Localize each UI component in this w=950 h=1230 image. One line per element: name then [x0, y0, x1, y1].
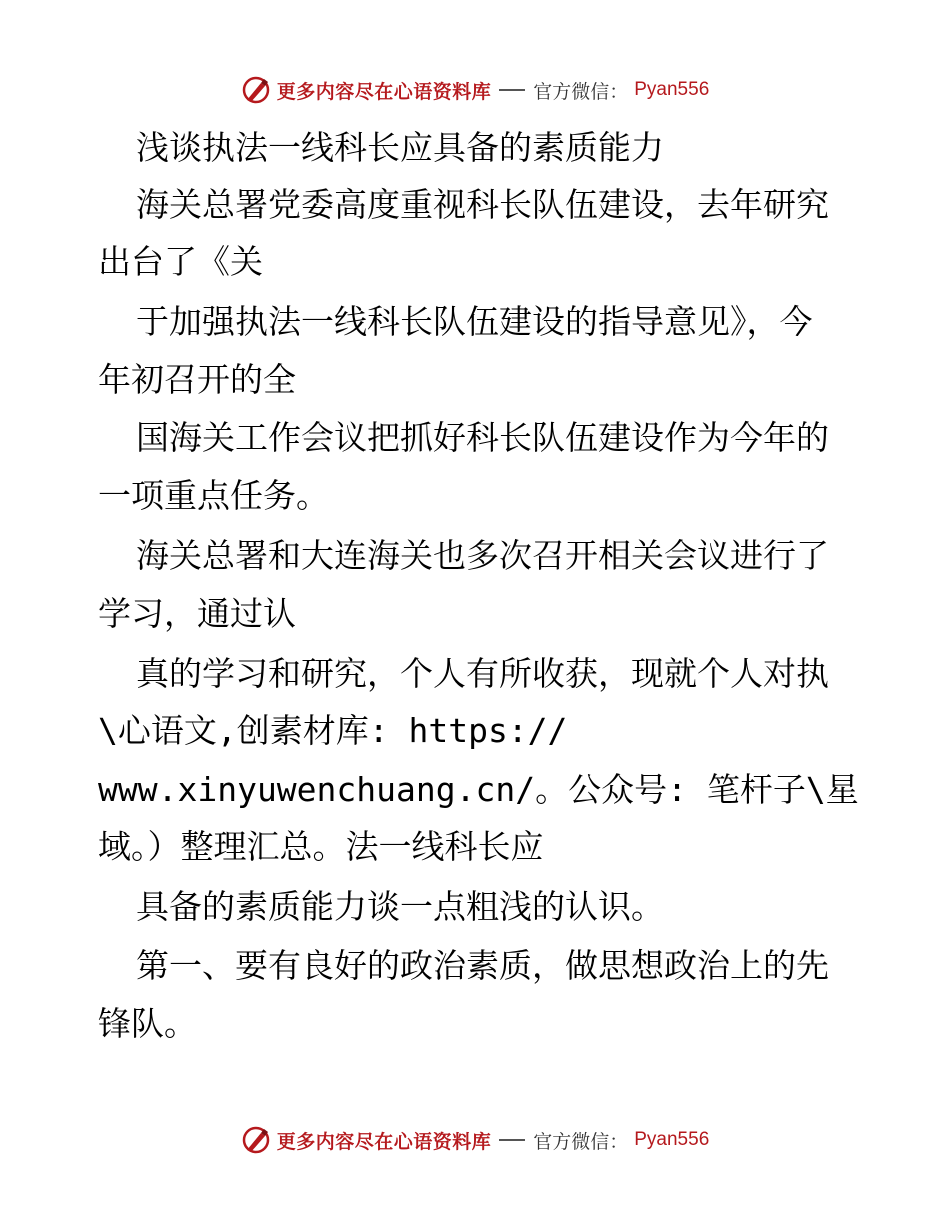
banner-brand-text: 更多内容尽在心语资料库 [276, 1130, 492, 1153]
pen-logo-icon [241, 1125, 271, 1155]
text-line: 海关总署党委高度重视科长队伍建设，去年研究 [136, 185, 829, 224]
text-line: 出台了《关 [98, 242, 263, 281]
header-watermark-banner [0, 70, 950, 110]
text-line: 一项重点任务。 [98, 476, 329, 515]
text-line: 年初召开的全 [98, 360, 296, 399]
document-title: 浅谈执法一线科长应具备的素质能力 [136, 128, 664, 167]
text-line: 锋队。 [98, 1004, 197, 1043]
banner-divider [499, 1139, 525, 1141]
text-line: 于加强执法一线科长队伍建设的指导意见》，今 [136, 302, 813, 341]
banner-wechat-id: Pyan556 [634, 79, 710, 100]
banner-divider [499, 89, 525, 91]
banner-wechat-label: 官方微信： [533, 1130, 629, 1153]
text-line: 具备的素质能力谈一点粗浅的认识。 [136, 887, 664, 926]
banner-wechat-id: Pyan556 [634, 1129, 710, 1150]
banner-brand-text: 更多内容尽在心语资料库 [276, 80, 492, 103]
text-line: 学习，通过认 [98, 594, 296, 633]
text-line: 国海关工作会议把抓好科长队伍建设作为今年的 [136, 418, 829, 457]
text-line: 域。）整理汇总。法一线科长应 [98, 827, 544, 866]
pen-logo-icon [241, 75, 271, 105]
text-line: 海关总署和大连海关也多次召开相关会议进行了 [136, 536, 829, 575]
text-line: www.xinyuwenchuang.cn/。公众号: 笔杆子\星 [98, 770, 859, 809]
footer-watermark-banner [0, 1120, 950, 1160]
banner-wechat-label: 官方微信： [533, 80, 629, 103]
text-line: 真的学习和研究，个人有所收获，现就个人对执 [136, 654, 829, 693]
text-line: 第一、要有良好的政治素质，做思想政治上的先 [136, 946, 829, 985]
text-line: \心语文,创素材库: https:// [98, 711, 568, 750]
